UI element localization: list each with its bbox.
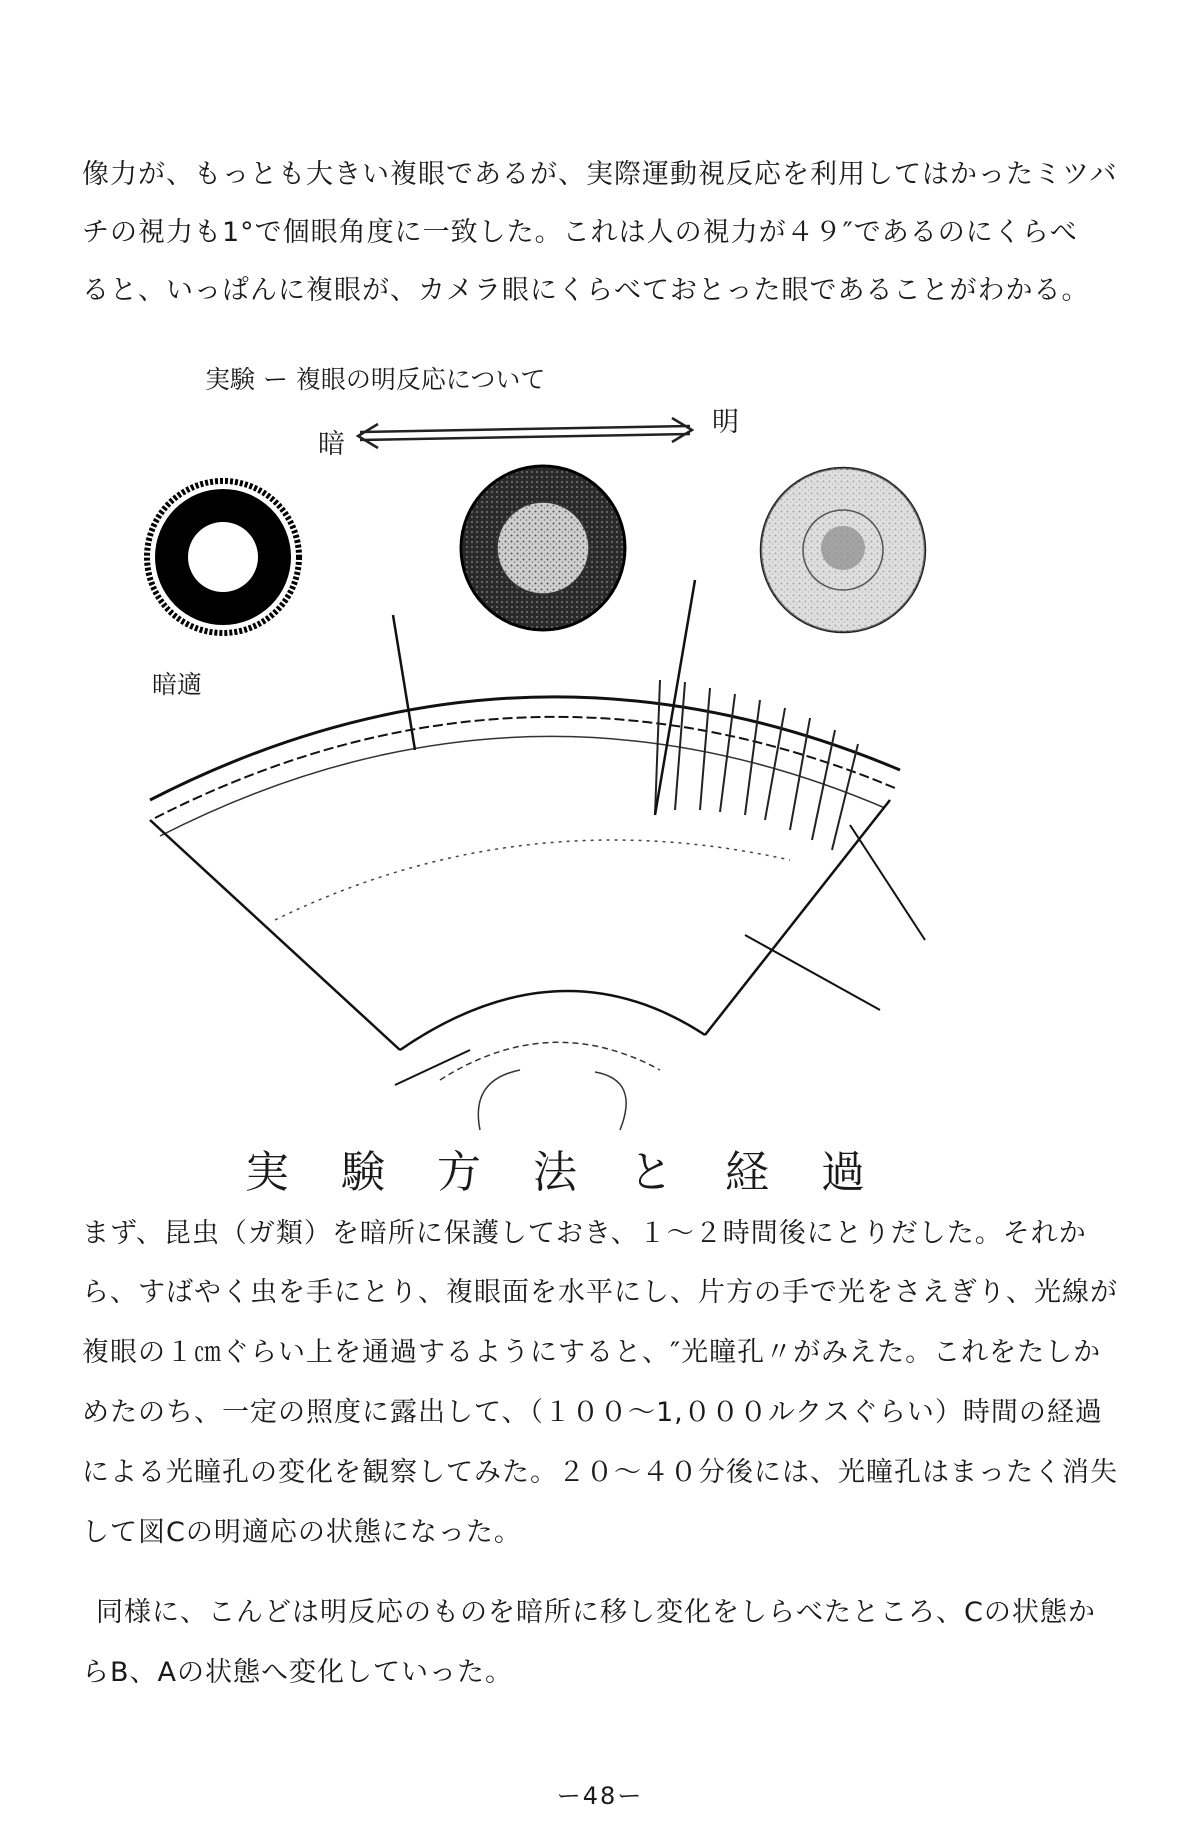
intro-line-2: チの視力も1°で個眼角度に一致した。これは人の視力が４９″であるのにくらべ <box>82 217 1078 248</box>
reverse-line-2: らB、Aの状態へ変化していった。 <box>82 1657 513 1688</box>
intro-line-1: 像力が、もっとも大きい複眼であるが、実際運動視反応を利用してはかったミツバ <box>82 159 1118 190</box>
dark-label: 暗 <box>318 429 345 460</box>
reverse-line-1: 同様に、こんどは明反応のものを暗所に移し変化をしらべたところ、Cの状態か <box>96 1597 1096 1628</box>
method-line-5: による光瞳孔の変化を観察してみた。２０〜４０分後には、光瞳孔はまったく消失 <box>82 1457 1118 1488</box>
eye-state-b-circle <box>461 466 625 630</box>
eye-state-a-circle <box>147 481 299 633</box>
intro-line-3: ると、いっぱんに複眼が、カメラ眼にくらべておとった眼であることがわかる。 <box>82 275 1090 306</box>
eye-state-c-circle <box>761 468 925 632</box>
dark-adapted-label: 暗適 <box>152 670 203 699</box>
light-label: 明 <box>712 407 739 438</box>
method-line-4: めたのち、一定の照度に露出して、（１００〜1,０００ルクスぐらい）時間の経過 <box>82 1397 1103 1428</box>
method-line-1: まず、昆虫（ガ類）を暗所に保護しておき、１〜２時間後にとりだした。それか <box>82 1218 1087 1249</box>
method-line-2: ら、すばやく虫を手にとり、複眼面を水平にし、片方の手で光をさえぎり、光線が <box>82 1277 1118 1308</box>
method-line-3: 複眼の１㎝ぐらい上を通過するようにすると、″光瞳孔〃がみえた。これをたしか <box>82 1337 1102 1368</box>
figure-title: 実験 ー 複眼の明反応について <box>205 365 546 394</box>
page-number: ー48ー <box>556 1782 644 1810</box>
eye-cross-section <box>150 580 925 1130</box>
section-heading: 実験方法と経過 <box>245 1147 917 1198</box>
dark-light-arrow <box>358 418 692 448</box>
method-line-6: して図Cの明適応の状態になった。 <box>82 1517 522 1548</box>
